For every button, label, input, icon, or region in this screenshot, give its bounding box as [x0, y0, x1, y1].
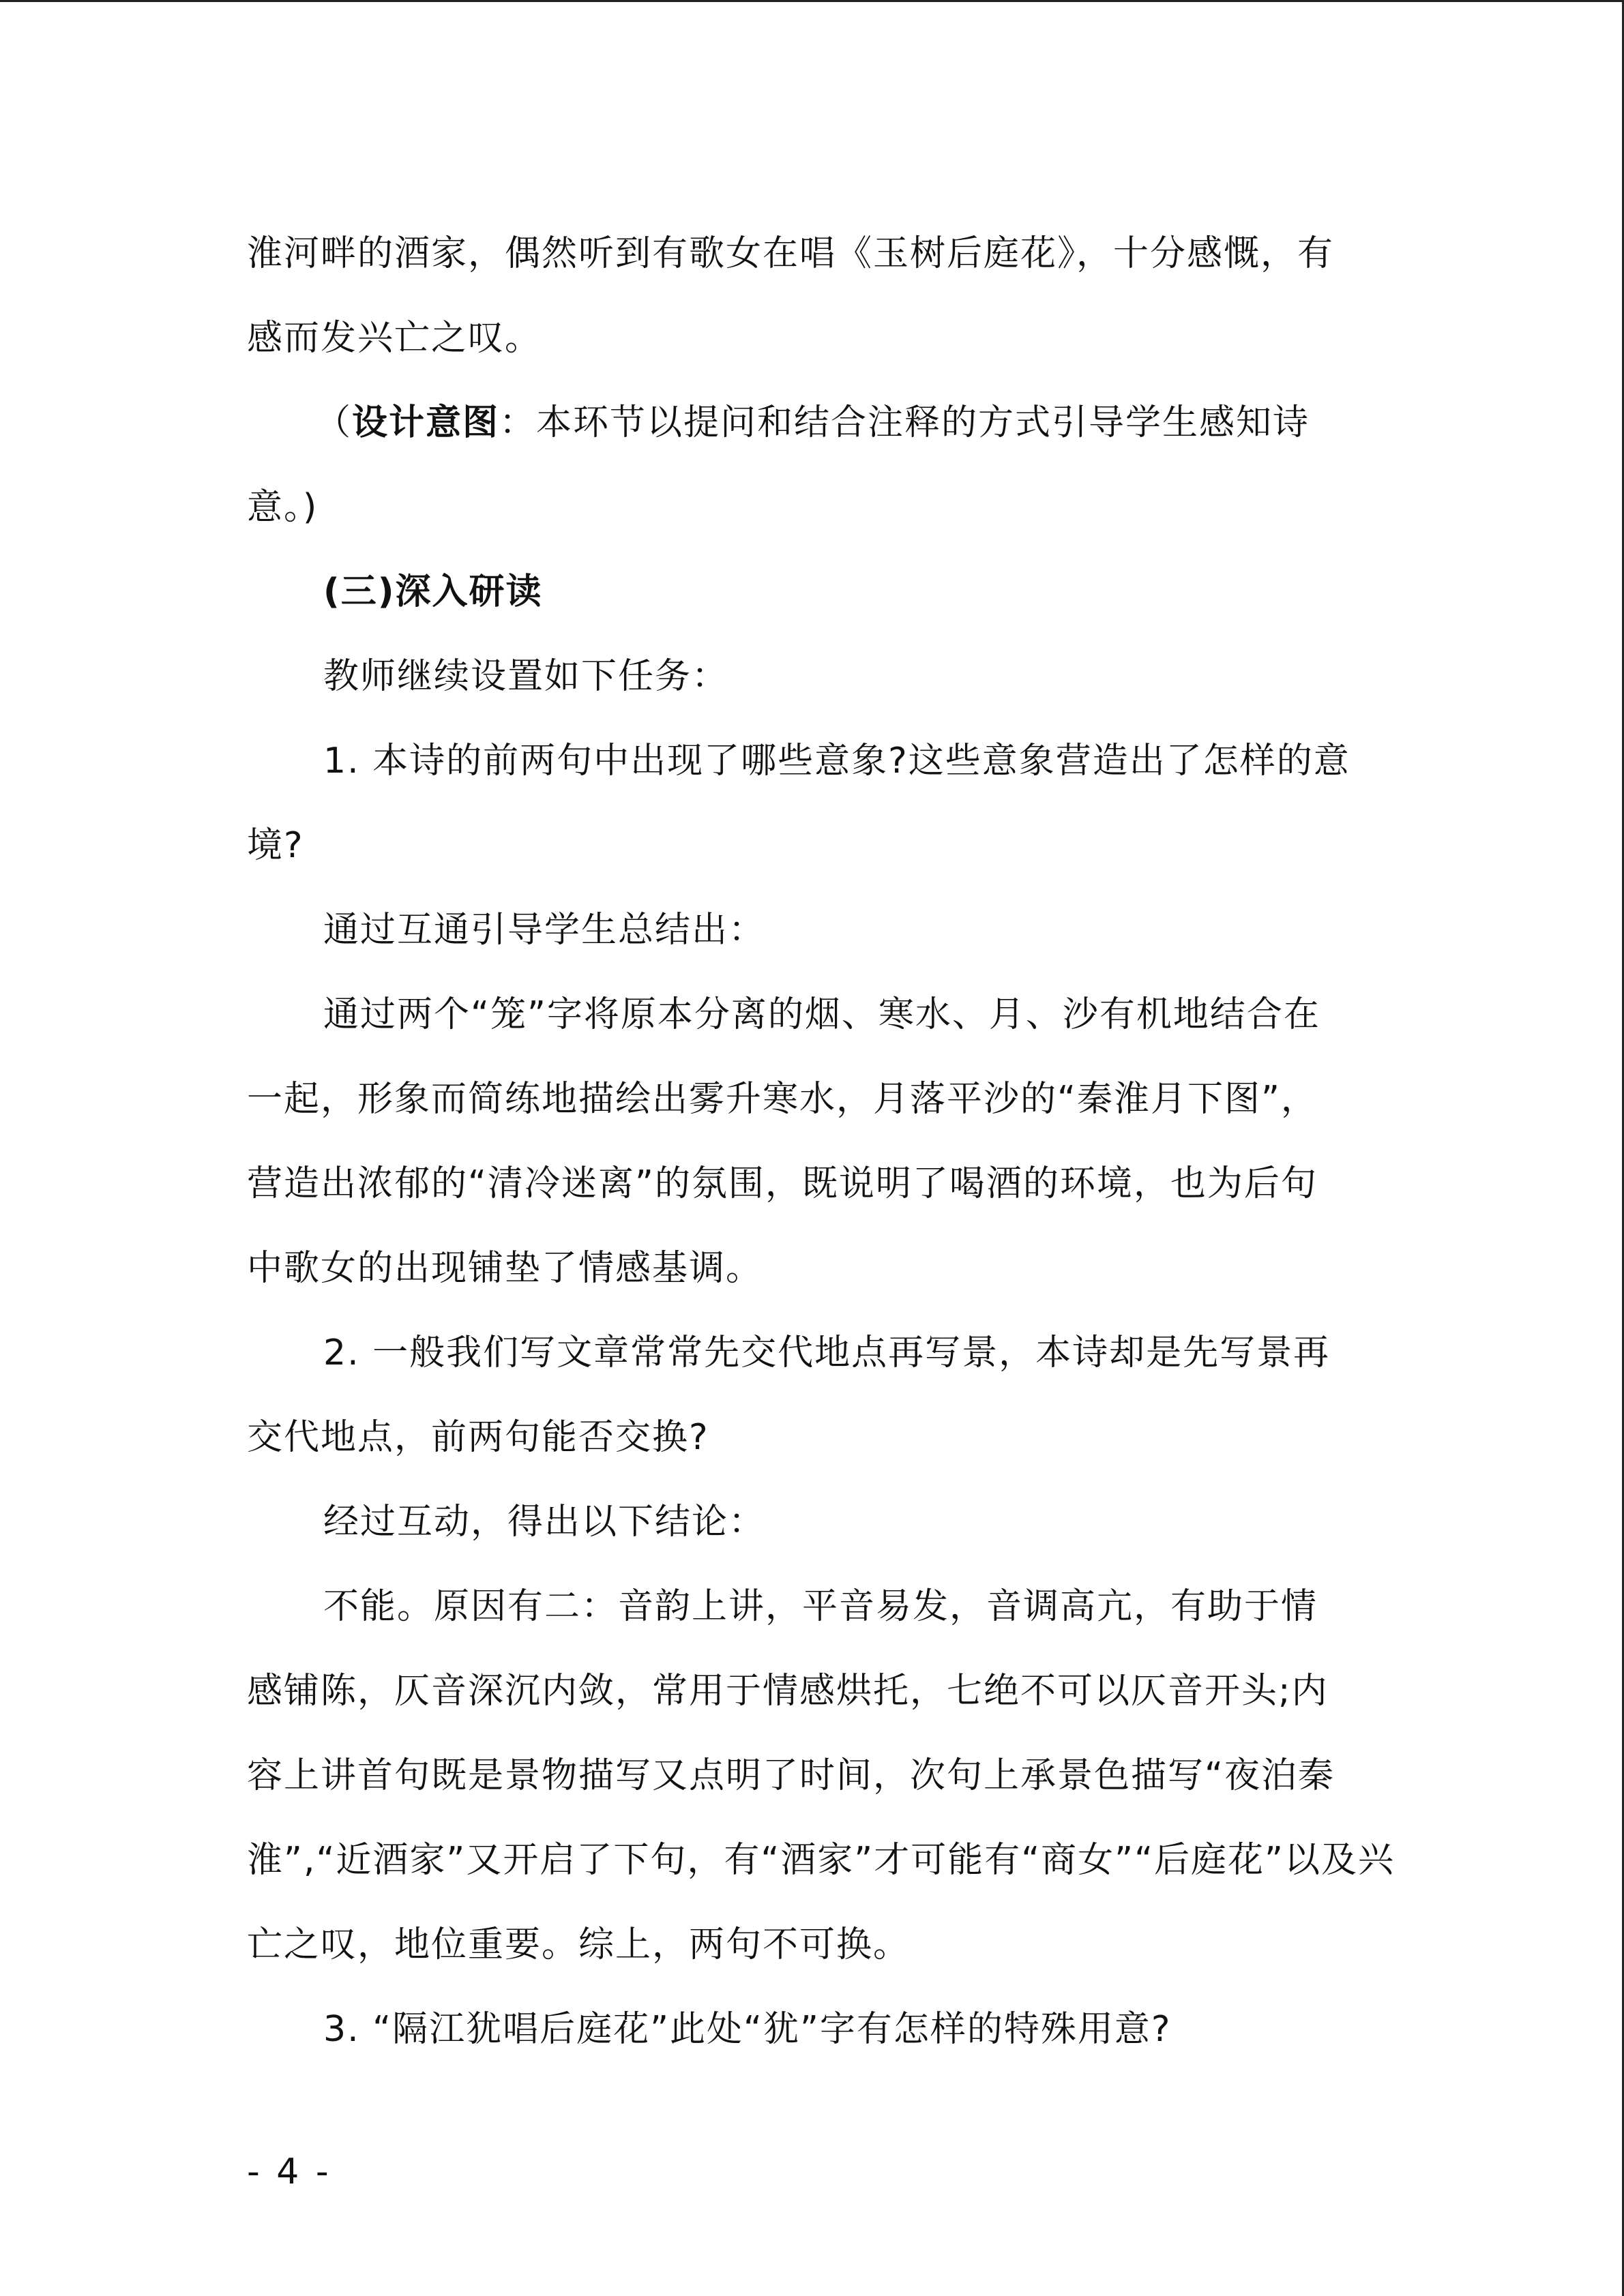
- text-line: 容上讲首句既是景物描写又点明了时间，次句上承景色描写“夜泊秦: [247, 1755, 1335, 1796]
- document-body: [247, 211, 1395, 2072]
- design-intent-label: 设计意图: [352, 402, 500, 443]
- text-line: 营造出浓郁的“清冷迷离”的氛围，既说明了喝酒的环境，也为后句: [247, 1163, 1318, 1204]
- text-line: 亡之叹，地位重要。综上，两句不可换。: [247, 1924, 911, 1965]
- text-line: 交代地点，前两句能否交换?: [247, 1417, 709, 1458]
- design-intent-line: [247, 381, 1379, 465]
- section-heading: [247, 550, 1379, 634]
- section-heading-text: (三)深入研读: [323, 571, 543, 612]
- text-line: 境?: [247, 825, 304, 866]
- text-line: 经过互动，得出以下结论：: [323, 1502, 766, 1542]
- page-border-top: [0, 0, 1624, 2]
- question-line: 3. “隔江犹唱后庭花”此处“犹”字有怎样的特殊用意?: [323, 2009, 1172, 2050]
- text-line: 教师继续设置如下任务：: [323, 656, 729, 697]
- question-line: 1. 本诗的前两句中出现了哪些意象?这些意象营造出了怎样的意: [323, 741, 1350, 781]
- text-line: 淮河畔的酒家，偶然听到有歌女在唱《玉树后庭花》，十分感慨，有: [247, 233, 1335, 274]
- text-line: 一起，形象而简练地描绘出雾升寒水，月落平沙的“秦淮月下图”，: [247, 1079, 1318, 1120]
- text-line: 淮”,“近酒家”又开启了下句，有“酒家”才可能有“商女”“后庭花”以及兴: [247, 1840, 1395, 1881]
- text-line: 通过两个“笼”字将原本分离的烟、寒水、月、沙有机地结合在: [323, 994, 1320, 1035]
- design-intent-text: ：本环节以提问和结合注释的方式引导学生感知诗: [499, 402, 1310, 443]
- text-line: 中歌女的出现铺垫了情感基调。: [247, 1248, 763, 1289]
- question-line: 2. 一般我们写文章常常先交代地点再写景，本诗却是先写景再: [323, 1332, 1331, 1373]
- text-line: 感而发兴亡之叹。: [247, 318, 542, 359]
- text-line: 意。): [247, 487, 319, 528]
- text-line: 不能。原因有二：音韵上讲，平音易发，音调高亢，有助于情: [323, 1586, 1318, 1627]
- open-paren: （: [315, 402, 353, 443]
- page-number: - 4 -: [247, 2151, 331, 2192]
- text-line: 通过互通引导学生总结出：: [323, 910, 766, 951]
- text-line: 感铺陈，仄音深沉内敛，常用于情感烘托，七绝不可以仄音开头;内: [247, 1671, 1329, 1712]
